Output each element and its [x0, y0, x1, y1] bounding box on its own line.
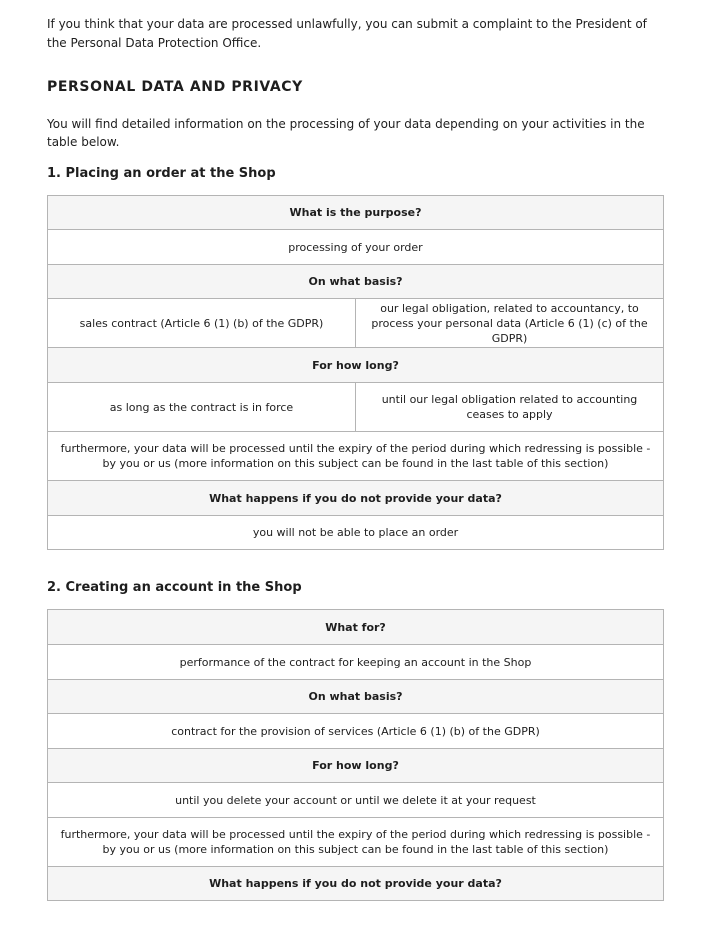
- basis-header: On what basis?: [48, 680, 664, 714]
- table-row: [48, 299, 664, 348]
- section-title: PERSONAL DATA AND PRIVACY: [47, 79, 303, 95]
- basis-value: contract for the provision of services (Article 6 (1) (b) of the GDPR): [48, 714, 664, 749]
- table-row: [48, 230, 664, 265]
- consequence-value: you will not be able to place an order: [48, 516, 664, 550]
- table-row: [48, 645, 664, 680]
- account-heading: 2. Creating an account in the Shop: [47, 580, 302, 595]
- basis-right: our legal obligation, related to accountancy, to process your personal data (Article 6 (1) (c) of the GDPR): [356, 299, 664, 348]
- purpose-header: What is the purpose?: [48, 196, 664, 230]
- lead-paragraph: You will find detailed information on the processing of your data depending on your activities in the table below.: [47, 117, 645, 149]
- table-row: [48, 783, 664, 818]
- privacy-document: [47, 0, 664, 901]
- table-row: [48, 348, 664, 383]
- order-table: [47, 195, 664, 550]
- duration-value: until you delete your account or until we delete it at your request: [48, 783, 664, 818]
- table-row: [48, 265, 664, 299]
- duration-header: For how long?: [48, 749, 664, 783]
- duration-note: furthermore, your data will be processed until the expiry of the period during which redressing is possible - by you or us (more information on this subject can be found in the last table of this section): [48, 432, 664, 481]
- order-heading: 1. Placing an order at the Shop: [47, 166, 276, 181]
- duration-right: until our legal obligation related to accounting ceases to apply: [356, 383, 664, 432]
- duration-left: as long as the contract is in force: [48, 383, 356, 432]
- table-row: [48, 516, 664, 550]
- complaint-paragraph: If you think that your data are processed unlawfully, you can submit a complaint to the President of the Personal Data Protection Office.: [47, 17, 647, 50]
- basis-left: sales contract (Article 6 (1) (b) of the GDPR): [48, 299, 356, 348]
- duration-note: furthermore, your data will be processed until the expiry of the period during which redressing is possible - by you or us (more information on this subject can be found in the last table of this section): [48, 818, 664, 867]
- table-row: [48, 749, 664, 783]
- table-row: [48, 818, 664, 867]
- basis-header: On what basis?: [48, 265, 664, 299]
- purpose-value: performance of the contract for keeping an account in the Shop: [48, 645, 664, 680]
- table-row: [48, 383, 664, 432]
- table-row: [48, 481, 664, 516]
- consequence-header: What happens if you do not provide your data?: [48, 481, 664, 516]
- table-row: [48, 867, 664, 901]
- duration-header: For how long?: [48, 348, 664, 383]
- account-table: [47, 609, 664, 901]
- table-row: [48, 714, 664, 749]
- table-row: [48, 196, 664, 230]
- purpose-header: What for?: [48, 610, 664, 645]
- table-row: [48, 680, 664, 714]
- purpose-value: processing of your order: [48, 230, 664, 265]
- consequence-header: What happens if you do not provide your data?: [48, 867, 664, 901]
- table-row: [48, 610, 664, 645]
- table-row: [48, 432, 664, 481]
